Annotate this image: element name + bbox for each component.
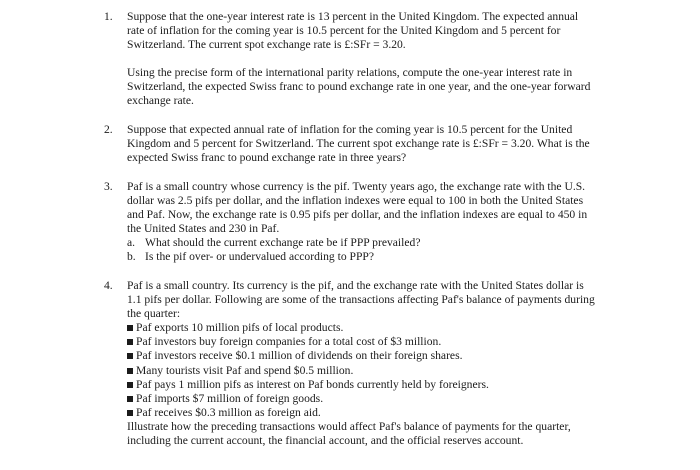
question-number: 4. (104, 279, 113, 292)
bullet-item (127, 378, 597, 392)
question-number: 2. (104, 123, 113, 136)
bullet-text: Paf investors buy foreign companies for a total cost of $3 million. (136, 335, 442, 349)
question-body (127, 10, 597, 52)
question-body (127, 180, 597, 265)
bullet-text: Paf investors receive $0.1 million of dividends on their foreign shares. (136, 349, 463, 363)
question-closing: Illustrate how the preceding transactions would affect Paf's balance of payments for the quarter, including the current account, the financial account, and the official reserves account. (127, 419, 571, 448)
question-body (127, 279, 597, 448)
bullet-item (127, 406, 597, 420)
question-paragraph: Suppose that expected annual rate of inflation for the coming year is 10.5 percent for the United Kingdom and 5 percent for Switzerland. The current spot exchange rate is £:SFr = 3.20. What is the expected Swiss franc to pound exchange rate in three years? (127, 123, 590, 165)
question-number: 1. (104, 10, 113, 23)
bullet-square-icon (127, 368, 133, 374)
bullet-square-icon (127, 410, 133, 416)
bullet-text: Paf imports $7 million of foreign goods. (136, 391, 324, 405)
bullet-item (127, 364, 597, 378)
question-paragraph: Paf is a small country whose currency is the pif. Twenty years ago, the exchange rate with the U.S. dollar was 2.5 pifs per dollar, and the inflation indexes were equal to 100 in both the United States and Paf. Now, the exchange rate is 0.95 pifs per dollar, and the inflation indexes are equal to 450 in the United States and 230 in Paf. (127, 180, 588, 236)
bullet-square-icon (127, 396, 133, 402)
bullet-text: Many tourists visit Paf and spend $0.5 million. (136, 363, 354, 377)
sub-question-b (127, 250, 597, 264)
sub-question-text: What should the current exchange rate be if PPP prevailed? (145, 236, 421, 250)
sub-question-text: Is the pif over- or undervalued according to PPP? (145, 250, 375, 264)
bullet-square-icon (127, 339, 133, 345)
question-paragraph: Paf is a small country. Its currency is the pif, and the exchange rate with the United States dollar is 1.1 pifs per dollar. Following are some of the transactions affecting Paf's balance of payments during the quarter: (127, 279, 595, 321)
question-body-2 (127, 66, 597, 108)
bullet-item (127, 335, 597, 349)
bullet-text: Paf pays 1 million pifs as interest on Paf bonds currently held by foreigners. (136, 377, 489, 391)
bullet-item (127, 321, 597, 335)
sub-question-a (127, 236, 597, 250)
question-number: 3. (104, 180, 113, 193)
sub-question-label: b. (127, 250, 136, 264)
bullet-square-icon (127, 382, 133, 388)
bullet-text: Paf exports 10 million pifs of local products. (136, 321, 344, 335)
sub-question-label: a. (127, 236, 136, 250)
bullet-item (127, 392, 597, 406)
bullet-square-icon (127, 353, 133, 359)
question-paragraph: Using the precise form of the international parity relations, compute the one-year interest rate in Switzerland, the expected Swiss franc to pound exchange rate in one year, and the one-year forward exchange rate. (127, 66, 591, 108)
bullet-text: Paf receives $0.3 million as foreign aid. (136, 405, 321, 419)
question-body (127, 123, 597, 165)
bullet-item (127, 349, 597, 363)
bullet-square-icon (127, 325, 133, 331)
question-paragraph: Suppose that the one-year interest rate is 13 percent in the United Kingdom. The expected annual rate of inflation for the coming year is 10.5 percent for the United Kingdom and 5 percent for Switzerland. The current spot exchange rate is £:SFr = 3.20. (127, 10, 579, 52)
